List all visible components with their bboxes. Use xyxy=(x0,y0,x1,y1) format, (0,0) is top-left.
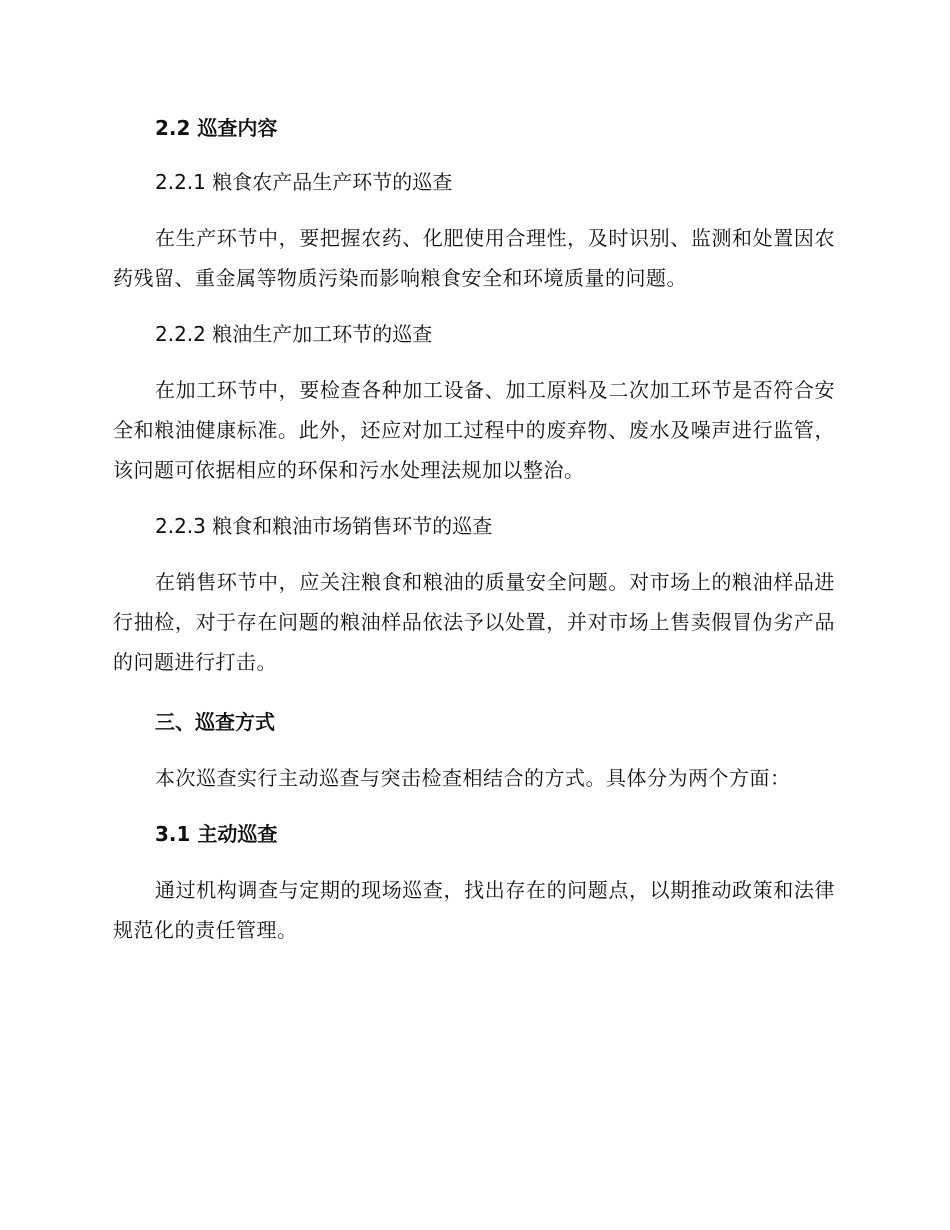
section-heading-2-2: 2.2 巡查内容 xyxy=(155,116,278,140)
document-body xyxy=(113,110,835,950)
section-heading-3: 三、巡查方式 xyxy=(155,710,275,734)
paragraph-production: 在生产环节中，要把握农药、化肥使用合理性，及时识别、监测和处置因农药残留、重金属等物质污染而影响粮食安全和环境质量的问题。 xyxy=(113,226,835,290)
subsection-heading-2-2-2: 2.2.2 粮油生产加工环节的巡查 xyxy=(155,322,433,346)
section-heading-3-1: 3.1 主动巡查 xyxy=(155,822,278,846)
subsection-heading-2-2-1: 2.2.1 粮食农产品生产环节的巡查 xyxy=(155,170,453,194)
paragraph-processing: 在加工环节中，要检查各种加工设备、加工原料及二次加工环节是否符合安全和粮油健康标准。此外，还应对加工过程中的废弃物、废水及噪声进行监管，该问题可依据相应的环保和污水处理法规加以整治。 xyxy=(113,378,835,482)
paragraph-active-inspection: 通过机构调查与定期的现场巡查，找出存在的问题点，以期推动政策和法律规范化的责任管理。 xyxy=(113,878,835,942)
paragraph-methods: 本次巡查实行主动巡查与突击检查相结合的方式。具体分为两个方面： xyxy=(155,766,791,790)
paragraph-sales: 在销售环节中，应关注粮食和粮油的质量安全问题。对市场上的粮油样品进行抽检，对于存在问题的粮油样品依法予以处置，并对市场上售卖假冒伪劣产品的问题进行打击。 xyxy=(113,570,835,674)
subsection-heading-2-2-3: 2.2.3 粮食和粮油市场销售环节的巡查 xyxy=(155,514,493,538)
